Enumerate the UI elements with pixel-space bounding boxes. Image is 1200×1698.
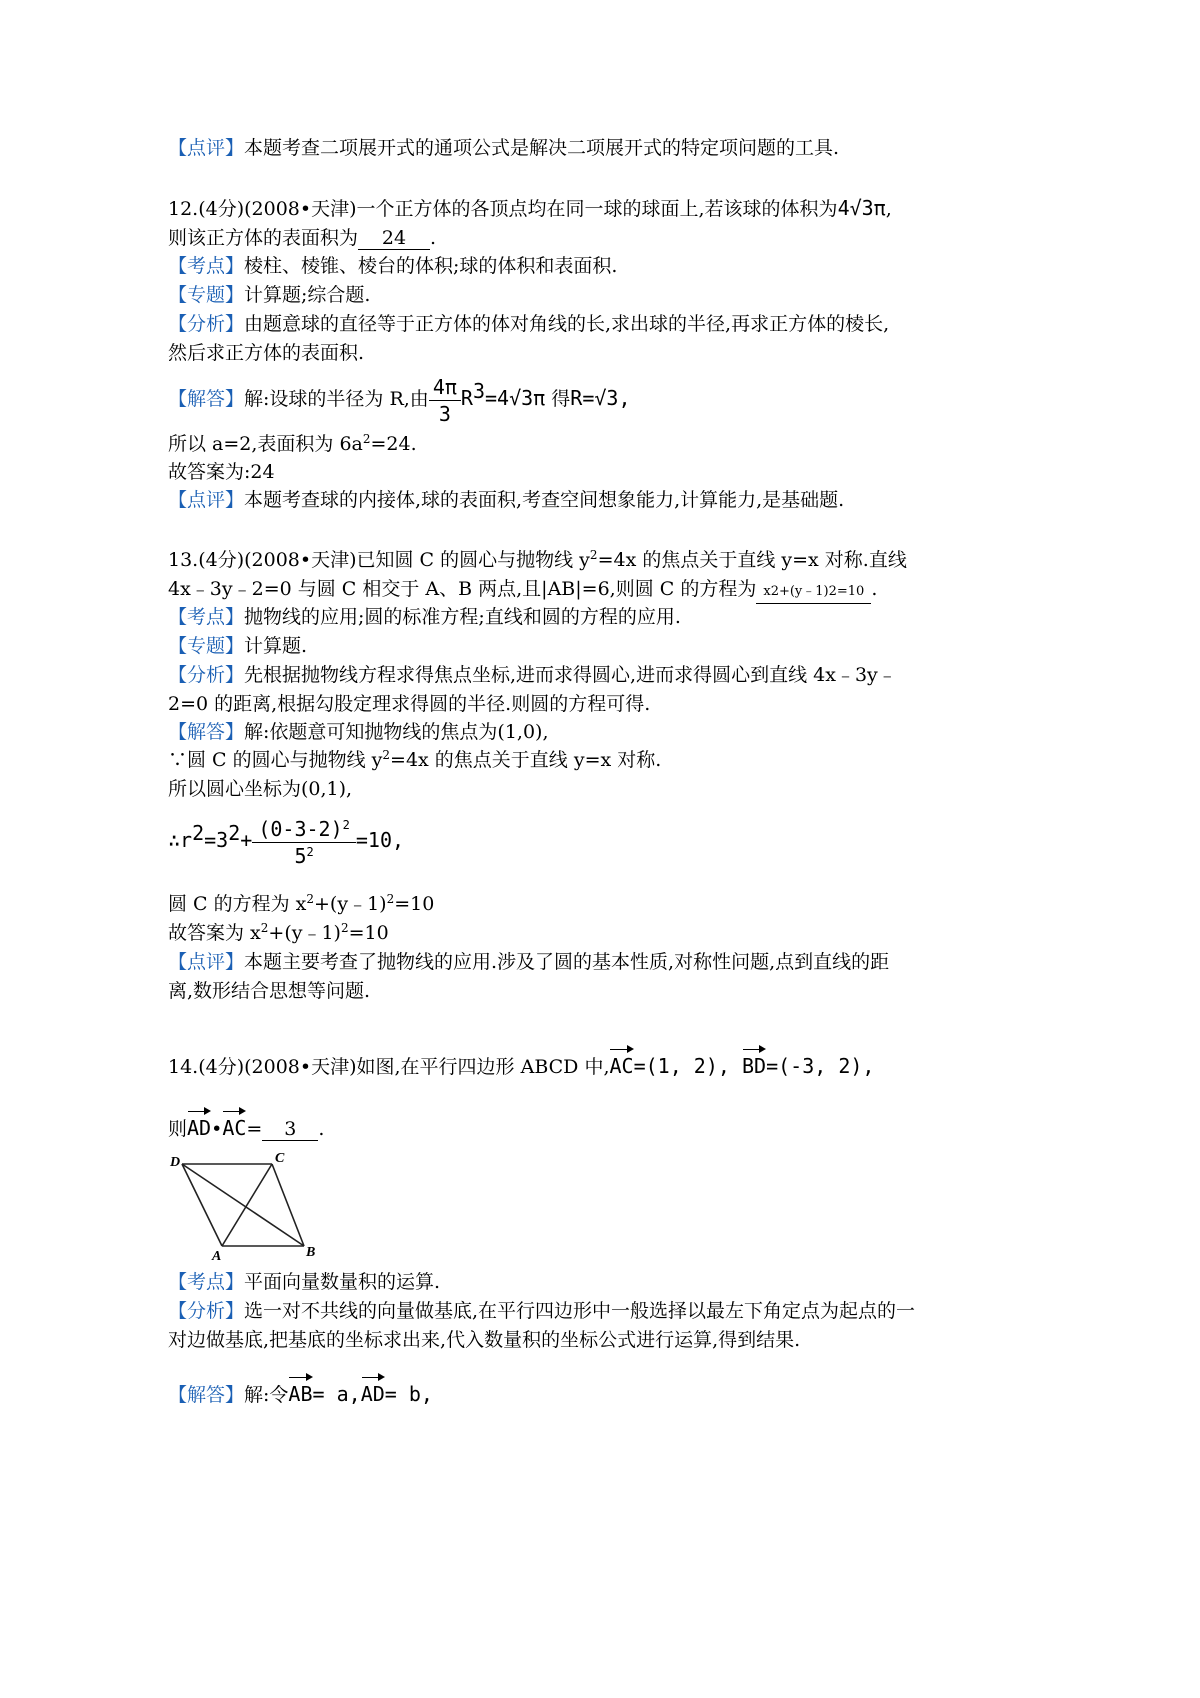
q13-answer-line: 故答案为 $x^2+(y﹣1)^2=10$ [168,921,389,944]
q12-surface-line: 所以 a=2,表面积为 $6a^2=24$. [168,432,417,455]
q13-fenxi-line1: 【分析】先根据抛物线方程求得焦点坐标,进而求得圆心,进而求得圆心到直线 4x﹣3y﹣ [168,664,897,686]
q14-fenxi-line1: 【分析】选一对不共线的向量做基底,在平行四边形中一般选择以最左下角定点为起点的一 [168,1300,916,1322]
q14-jieda-line: 【解答】解:令AB= a,AD= b, [168,1374,433,1409]
dianping-label: 【点评】 [168,489,245,511]
vector-ac: AC [609,1046,633,1080]
q13-fenxi-line2: 2=0 的距离,根据勾股定理求得圆的半径.则圆的方程可得. [168,693,651,715]
q13-stem-line2: 4x﹣3y﹣2=0 与圆 C 相交于 A、B 两点,且|AB|=6,则圆 C 的方程为 x2+(y﹣1)2=10 . [168,575,877,604]
q13-zhuanti: 【专题】计算题. [168,635,308,657]
q12-volume-math: 4√3π [837,196,886,220]
parallelogram-figure [168,1150,328,1262]
fenxi-label: 【分析】 [168,313,245,335]
q12-jieda-line: 【解答】解:设球的半径为 R,由 $\frac{4\pi}{3}$ $R^3=4√3\pi$ 得R=√3, [168,374,631,426]
q14-kaodian: 【考点】平面向量数量积的运算. [168,1271,441,1293]
q13-center-line: 所以圆心坐标为(0,1), [168,778,353,800]
q13-because-line: ∵圆 C 的圆心与抛物线 $y^2=4x$ 的焦点关于直线 y=x 对称. [168,748,662,771]
q12-stem-line2: 则该正方体的表面积为 24 . [168,227,437,249]
q13-jieda: 【解答】解:依题意可知抛物线的焦点为(1,0), [168,721,549,743]
jieda-label: 【解答】 [168,1384,245,1406]
vector-ab: AB [288,1374,312,1408]
fenxi-label: 【分析】 [168,1300,245,1322]
diagonal-ac [222,1164,272,1246]
vector-ac: AC [222,1108,246,1142]
edge-ad [182,1164,222,1246]
q12-answer-blank: 24 [358,227,430,250]
vertex-label-b: B [306,1245,316,1260]
jieda-label: 【解答】 [168,388,245,410]
q12-kaodian: 【考点】棱柱、棱锥、棱台的体积;球的体积和表面积. [168,255,618,277]
fenxi-label: 【分析】 [168,664,245,686]
q12-fraction: $\frac{4\pi}{3}$ [429,374,461,427]
q12-zhuanti: 【专题】计算题;综合题. [168,284,371,306]
vector-ad: AD [187,1108,211,1142]
q12-answer-line: 故答案为:24 [168,461,275,483]
vertex-label-d: D [170,1155,181,1170]
q13-dianping-line1: 【点评】本题主要考查了抛物线的应用.涉及了圆的基本性质,对称性问题,点到直线的距 [168,951,890,973]
zhuanti-label: 【专题】 [168,284,245,306]
kaodian-label: 【考点】 [168,255,245,277]
q12-fenxi-line2: 然后求正方体的表面积. [168,342,365,364]
q14-answer-blank: 3 [262,1118,318,1141]
vertex-label-a: A [212,1249,222,1262]
vertex-label-c: C [275,1151,285,1166]
kaodian-label: 【考点】 [168,1271,245,1293]
q14-fenxi-line2: 对边做基底,把基底的坐标求出来,代入数量积的坐标公式进行运算,得到结果. [168,1329,801,1351]
zhuanti-label: 【专题】 [168,635,245,657]
kaodian-label: 【考点】 [168,606,245,628]
edge-cb [272,1164,304,1246]
q12-dianping: 【点评】本题考查球的内接体,球的表面积,考查空间想象能力,计算能力,是基础题. [168,489,845,511]
q13-dianping-line2: 离,数形结合思想等问题. [168,980,371,1002]
dianping-label: 【点评】 [168,951,245,973]
q13-equation-line: 圆 C 的方程为 $x^2+(y﹣1)^2=10$ [168,892,435,915]
q14-stem-line1: 14.(4分)(2008•天津)如图,在平行四边形 ABCD 中,AC=(1, 2), BD=(-3, 2), [168,1046,874,1081]
vector-bd: BD [742,1046,766,1080]
q14-stem-line2: 则AD•AC= 3 . [168,1108,324,1143]
q13-stem-line1: 13.(4分)(2008•天津)已知圆 C 的圆心与抛物线 $y^2=4x$ 的焦点关于直线 y=x 对称.直线 [168,548,907,571]
q12-fenxi-line1: 【分析】由题意球的直径等于正方体的体对角线的长,求出球的半径,再求正方体的棱长, [168,313,890,335]
dianping-label: 【点评】 [168,137,245,159]
q13-radius-line: $\therefore r^2=3^2+$ $\frac{(0-3-2)^2}{5^2}$ =10, [168,816,405,868]
prev-dianping: 【点评】本题考查二项展开式的通项公式是解决二项展开式的特定项问题的工具. [168,137,840,159]
q13-fraction: $\frac{(0-3-2)^2}{5^2}$ [252,816,356,869]
q13-kaodian: 【考点】抛物线的应用;圆的标准方程;直线和圆的方程的应用. [168,606,681,628]
vector-ad: AD [361,1374,385,1408]
diagonal-db [182,1164,304,1246]
q13-answer-blank: x2+(y﹣1)2=10 [756,581,871,604]
q12-stem-line1: 12.(4分)(2008•天津)一个正方体的各顶点均在同一球的球面上,若该球的体积为4√3π, [168,196,892,220]
jieda-label: 【解答】 [168,721,245,743]
